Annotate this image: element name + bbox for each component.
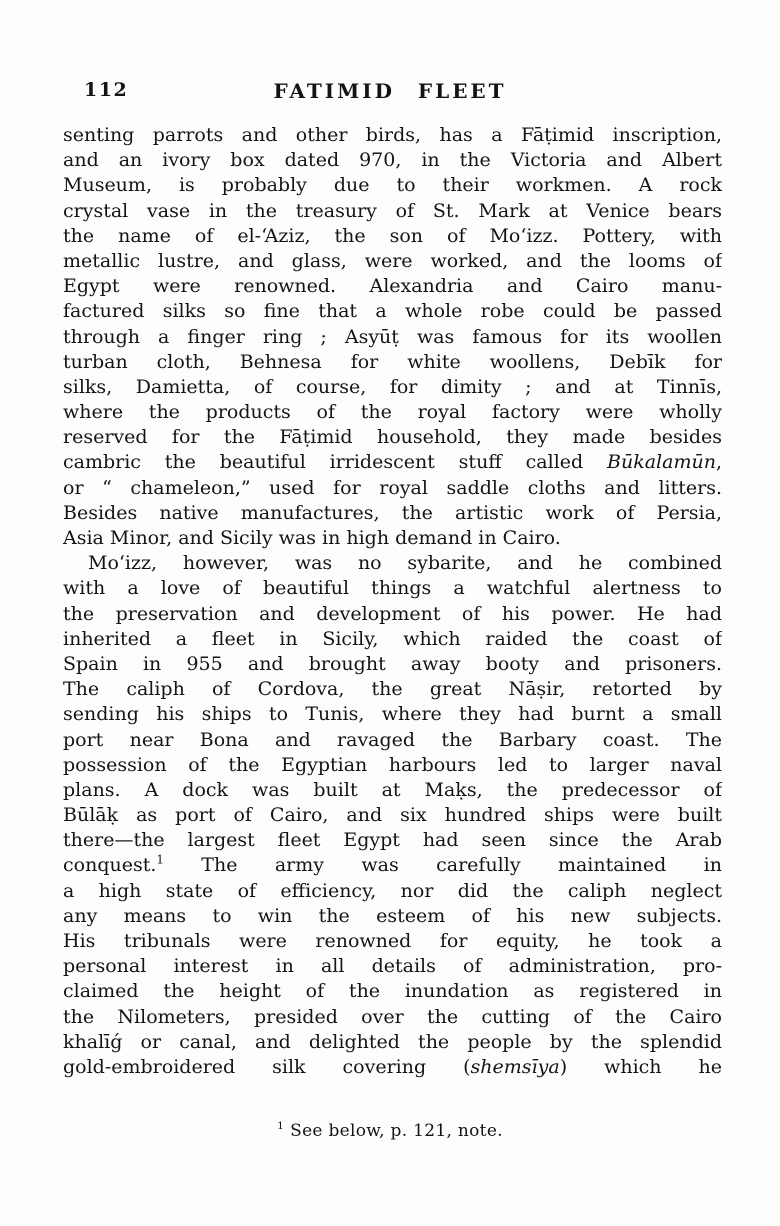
- footnote: [0, 1121, 780, 1141]
- page-number: 112: [84, 79, 129, 101]
- text-line: where the products of the royal factory were wholly: [63, 401, 722, 424]
- text-line: khalīǵ or canal, and delighted the people by the splendid: [63, 1030, 722, 1053]
- text-line: cambric the beautiful irridescent stuff called Būkalamūn,: [63, 451, 722, 474]
- text-line: any means to win the esteem of his new subjects.: [63, 904, 722, 927]
- text-line: gold-embroidered silk covering (shemsīya) which he: [63, 1055, 722, 1078]
- text-line: reserved for the Fāṭimid household, they made besides: [63, 426, 722, 449]
- text-line: with a love of beautiful things a watchful alertness to: [63, 577, 722, 600]
- text-line: The caliph of Cordova, the great Nāṣir, retorted by: [63, 678, 722, 701]
- text-line: possession of the Egyptian harbours led to larger naval: [63, 753, 722, 776]
- text-line: through a finger ring ; Asyūṭ was famous for its woollen: [63, 325, 722, 348]
- text-line: His tribunals were renowned for equity, he took a: [63, 930, 722, 952]
- text-line: factured silks so fine that a whole robe could be passed: [63, 300, 722, 323]
- text-line: inherited a fleet in Sicily, which raided the coast of: [63, 627, 722, 650]
- text-line: the Nilometers, presided over the cutting of the Cairo: [63, 1005, 722, 1028]
- footnote-marker: 1: [277, 1120, 285, 1133]
- text-line: or “ chameleon,” used for royal saddle cloths and litters.: [63, 476, 722, 499]
- text-line: port near Bona and ravaged the Barbary coast. The: [63, 728, 722, 751]
- text-line: Mo‘izz, however, was no sybarite, and he combined: [88, 552, 722, 575]
- text-line: a high state of efficiency, nor did the caliph neglect: [63, 879, 722, 902]
- text-line: metallic lustre, and glass, were worked, and the looms of: [63, 249, 722, 272]
- text-line: Būlāḳ as port of Cairo, and six hundred ships were built: [63, 804, 722, 827]
- footnote-text: See below, p. 121, note.: [290, 1121, 503, 1142]
- paragraph: [63, 123, 722, 551]
- text-line: personal interest in all details of administration, pro-: [63, 955, 722, 978]
- text-line: sending his ships to Tunis, where they had burnt a small: [63, 703, 722, 726]
- text-line: plans. A dock was built at Maḳs, the predecessor of: [63, 778, 722, 801]
- text-line: and an ivory box dated 970, in the Victoria and Albert: [63, 149, 722, 172]
- page-header: [0, 0, 780, 105]
- paragraph: [63, 551, 722, 1080]
- text-line: there—the largest fleet Egypt had seen since the Arab: [63, 829, 722, 852]
- running-title: FATIMID FLEET: [273, 79, 507, 103]
- page-body: [63, 123, 722, 1080]
- text-line: Museum, is probably due to their workmen. A rock: [63, 174, 722, 197]
- text-line: silks, Damietta, of course, for dimity ; and at Tinnīs,: [63, 375, 722, 398]
- text-line: turban cloth, Behnesa for white woollens, Debīk for: [63, 350, 722, 373]
- text-line: Spain in 955 and brought away booty and prisoners.: [63, 652, 722, 675]
- text-line: Besides native manufactures, the artistic work of Persia,: [63, 501, 722, 524]
- text-line: Egypt were renowned. Alexandria and Cairo manu-: [63, 275, 722, 298]
- text-line: the preservation and development of his power. He had: [63, 602, 722, 625]
- text-line: claimed the height of the inundation as registered in: [63, 980, 722, 1003]
- text-line: Asia Minor, and Sicily was in high demand in Cairo.: [63, 527, 561, 549]
- text-line: crystal vase in the treasury of St. Mark at Venice bears: [63, 199, 722, 222]
- text-line: conquest.$^1$ The army was carefully maintained in: [63, 853, 722, 877]
- text-line: the name of el-‘Aziz, the son of Mo‘izz. Pottery, with: [63, 224, 722, 247]
- text-line: senting parrots and other birds, has a Fāṭimid inscription,: [63, 124, 722, 146]
